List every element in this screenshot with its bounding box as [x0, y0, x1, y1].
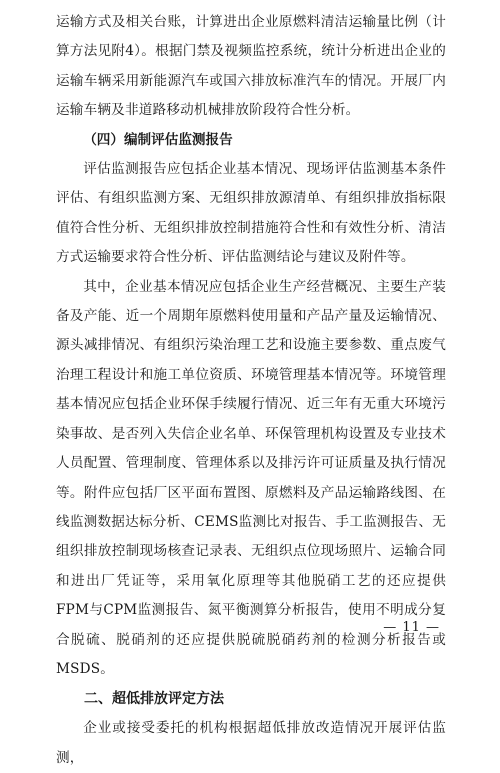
document-body [56, 8, 446, 773]
paragraph-evaluation-intro: 企业或接受委托的机构根据超低排放改造情况开展评估监测， [56, 720, 446, 766]
paragraph-report-contents: 评估监测报告应包括企业基本情况、现场评估监测基本条件评估、有组织监测方案、无组织排放源清单、有组织排放指标限值符合性分析、无组织排放控制措施符合性和有效性分析、清洁方式运输要求符合性分析、评估监测结论与建议及附件等。 [56, 161, 446, 266]
paragraph-report-details: 其中，企业基本情况应包括企业生产经营概况、主要生产装备及产能、近一个周期年原燃料使用量和产品产量及运输情况、源头减排情况、有组织污染治理工艺和设施主要参数、重点废气治理工程设计和施工单位资质、环境管理基本情况等。环境管理基本情况应包括企业环保手续履行情况、近三年有无重大环境污染事故、是否列入失信企业名单、环保管理机构设置及专业技术人员配置、管理制度、管理体系以及排污许可证质量及执行情况等。附件应包括厂区平面布置图、原燃料及产品运输路线图、在线监测数据达标分析、CEMS监测比对报告、手工监测报告、无组织排放控制现场核查记录表、无组织点位现场照片、运输合同和进出厂凭证等，采用氧化原理等其他脱硝工艺的还应提供FPM与CPM监测报告、氮平衡测算分析报告，使用不明成分复合脱硫、脱硝剂的还应提供脱硫脱硝药剂的检测分析报告或MSDS。 [56, 278, 446, 677]
page-number: — 11 — [383, 620, 440, 635]
paragraph-transport-statistics: 运输方式及相关台账，计算进出企业原燃料清洁运输量比例（计算方法见附4）。根据门禁及视频监控系统，统计分析进出企业的运输车辆采用新能源汽车或国六排放标准汽车的情况。开展厂内运输车辆及非道路移动机械排放阶段符合性分析。 [56, 14, 446, 119]
section-heading-report: （四）编制评估监测报告 [83, 131, 233, 148]
section-heading-evaluation-method: 二、超低排放评定方法 [84, 691, 224, 708]
